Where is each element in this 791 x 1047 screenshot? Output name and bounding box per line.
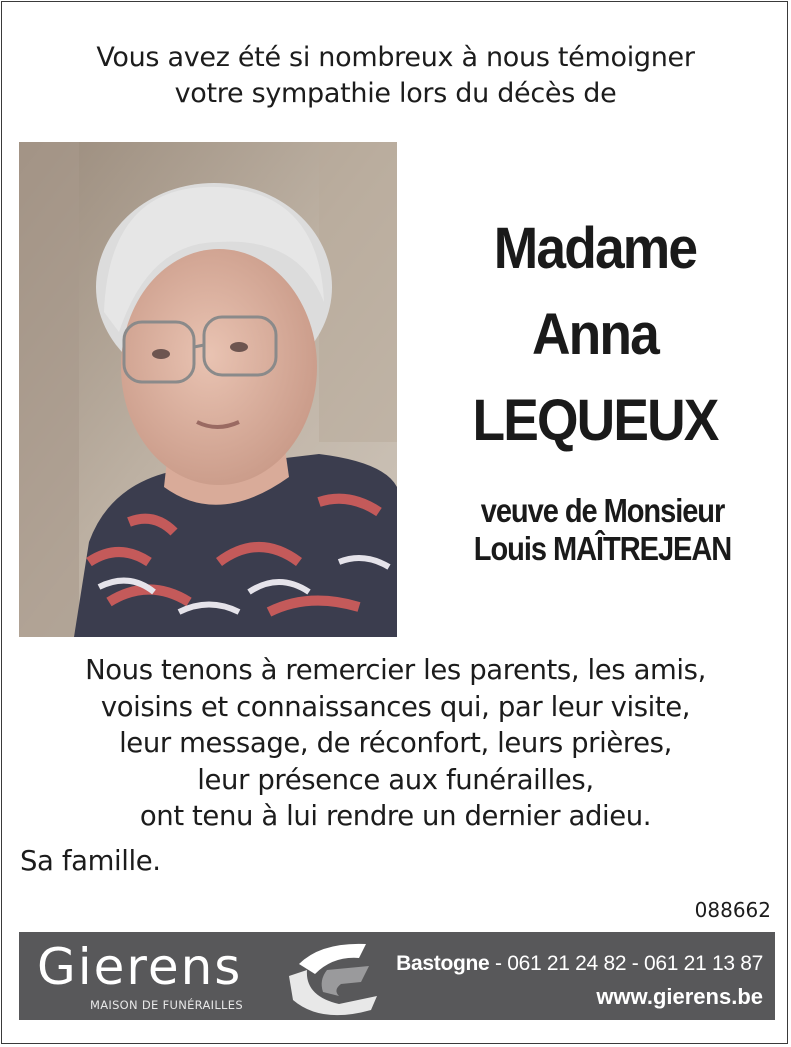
logo-icon xyxy=(281,934,391,1018)
portrait-photo xyxy=(19,142,397,637)
phone-numbers: - 061 21 24 82 - 061 21 13 87 xyxy=(489,952,763,975)
funeral-home-banner xyxy=(19,932,775,1020)
thanks-line: leur présence aux funérailles, xyxy=(197,763,594,796)
thanks-line: Nous tenons à remercier les parents, les amis, xyxy=(85,654,706,686)
thanks-line: ont tenu à lui rendre un dernier adieu. xyxy=(139,800,652,832)
spouse-info xyxy=(429,492,777,568)
thanks-line: voisins et connaissances qui, par leur visite, xyxy=(100,690,691,723)
spouse-line: veuve de Monsieur xyxy=(480,492,725,529)
website-link[interactable]: www.gierens.be xyxy=(596,984,763,1009)
intro-line: Vous avez été si nombreux à nous témoigner xyxy=(96,42,695,73)
intro-text xyxy=(0,40,791,112)
first-name: Anna xyxy=(531,302,659,367)
brand-name: Gierens xyxy=(37,938,243,996)
spouse-line: Louis MAÎTREJEAN xyxy=(473,530,732,567)
deceased-name xyxy=(420,206,770,464)
city: Bastogne xyxy=(396,952,490,975)
brand-subtitle: MAISON DE FUNÉRAILLES xyxy=(90,998,243,1012)
thanks-text xyxy=(0,652,791,835)
name-title: Madame xyxy=(493,216,697,281)
signature: Sa famille. xyxy=(20,845,161,877)
last-name: LEQUEUX xyxy=(472,388,718,453)
contact-line xyxy=(396,952,763,976)
intro-line: votre sympathie lors du décès de xyxy=(174,78,617,109)
reference-number: 088662 xyxy=(694,898,771,922)
thanks-line: leur message, de réconfort, leurs prières, xyxy=(119,727,672,759)
